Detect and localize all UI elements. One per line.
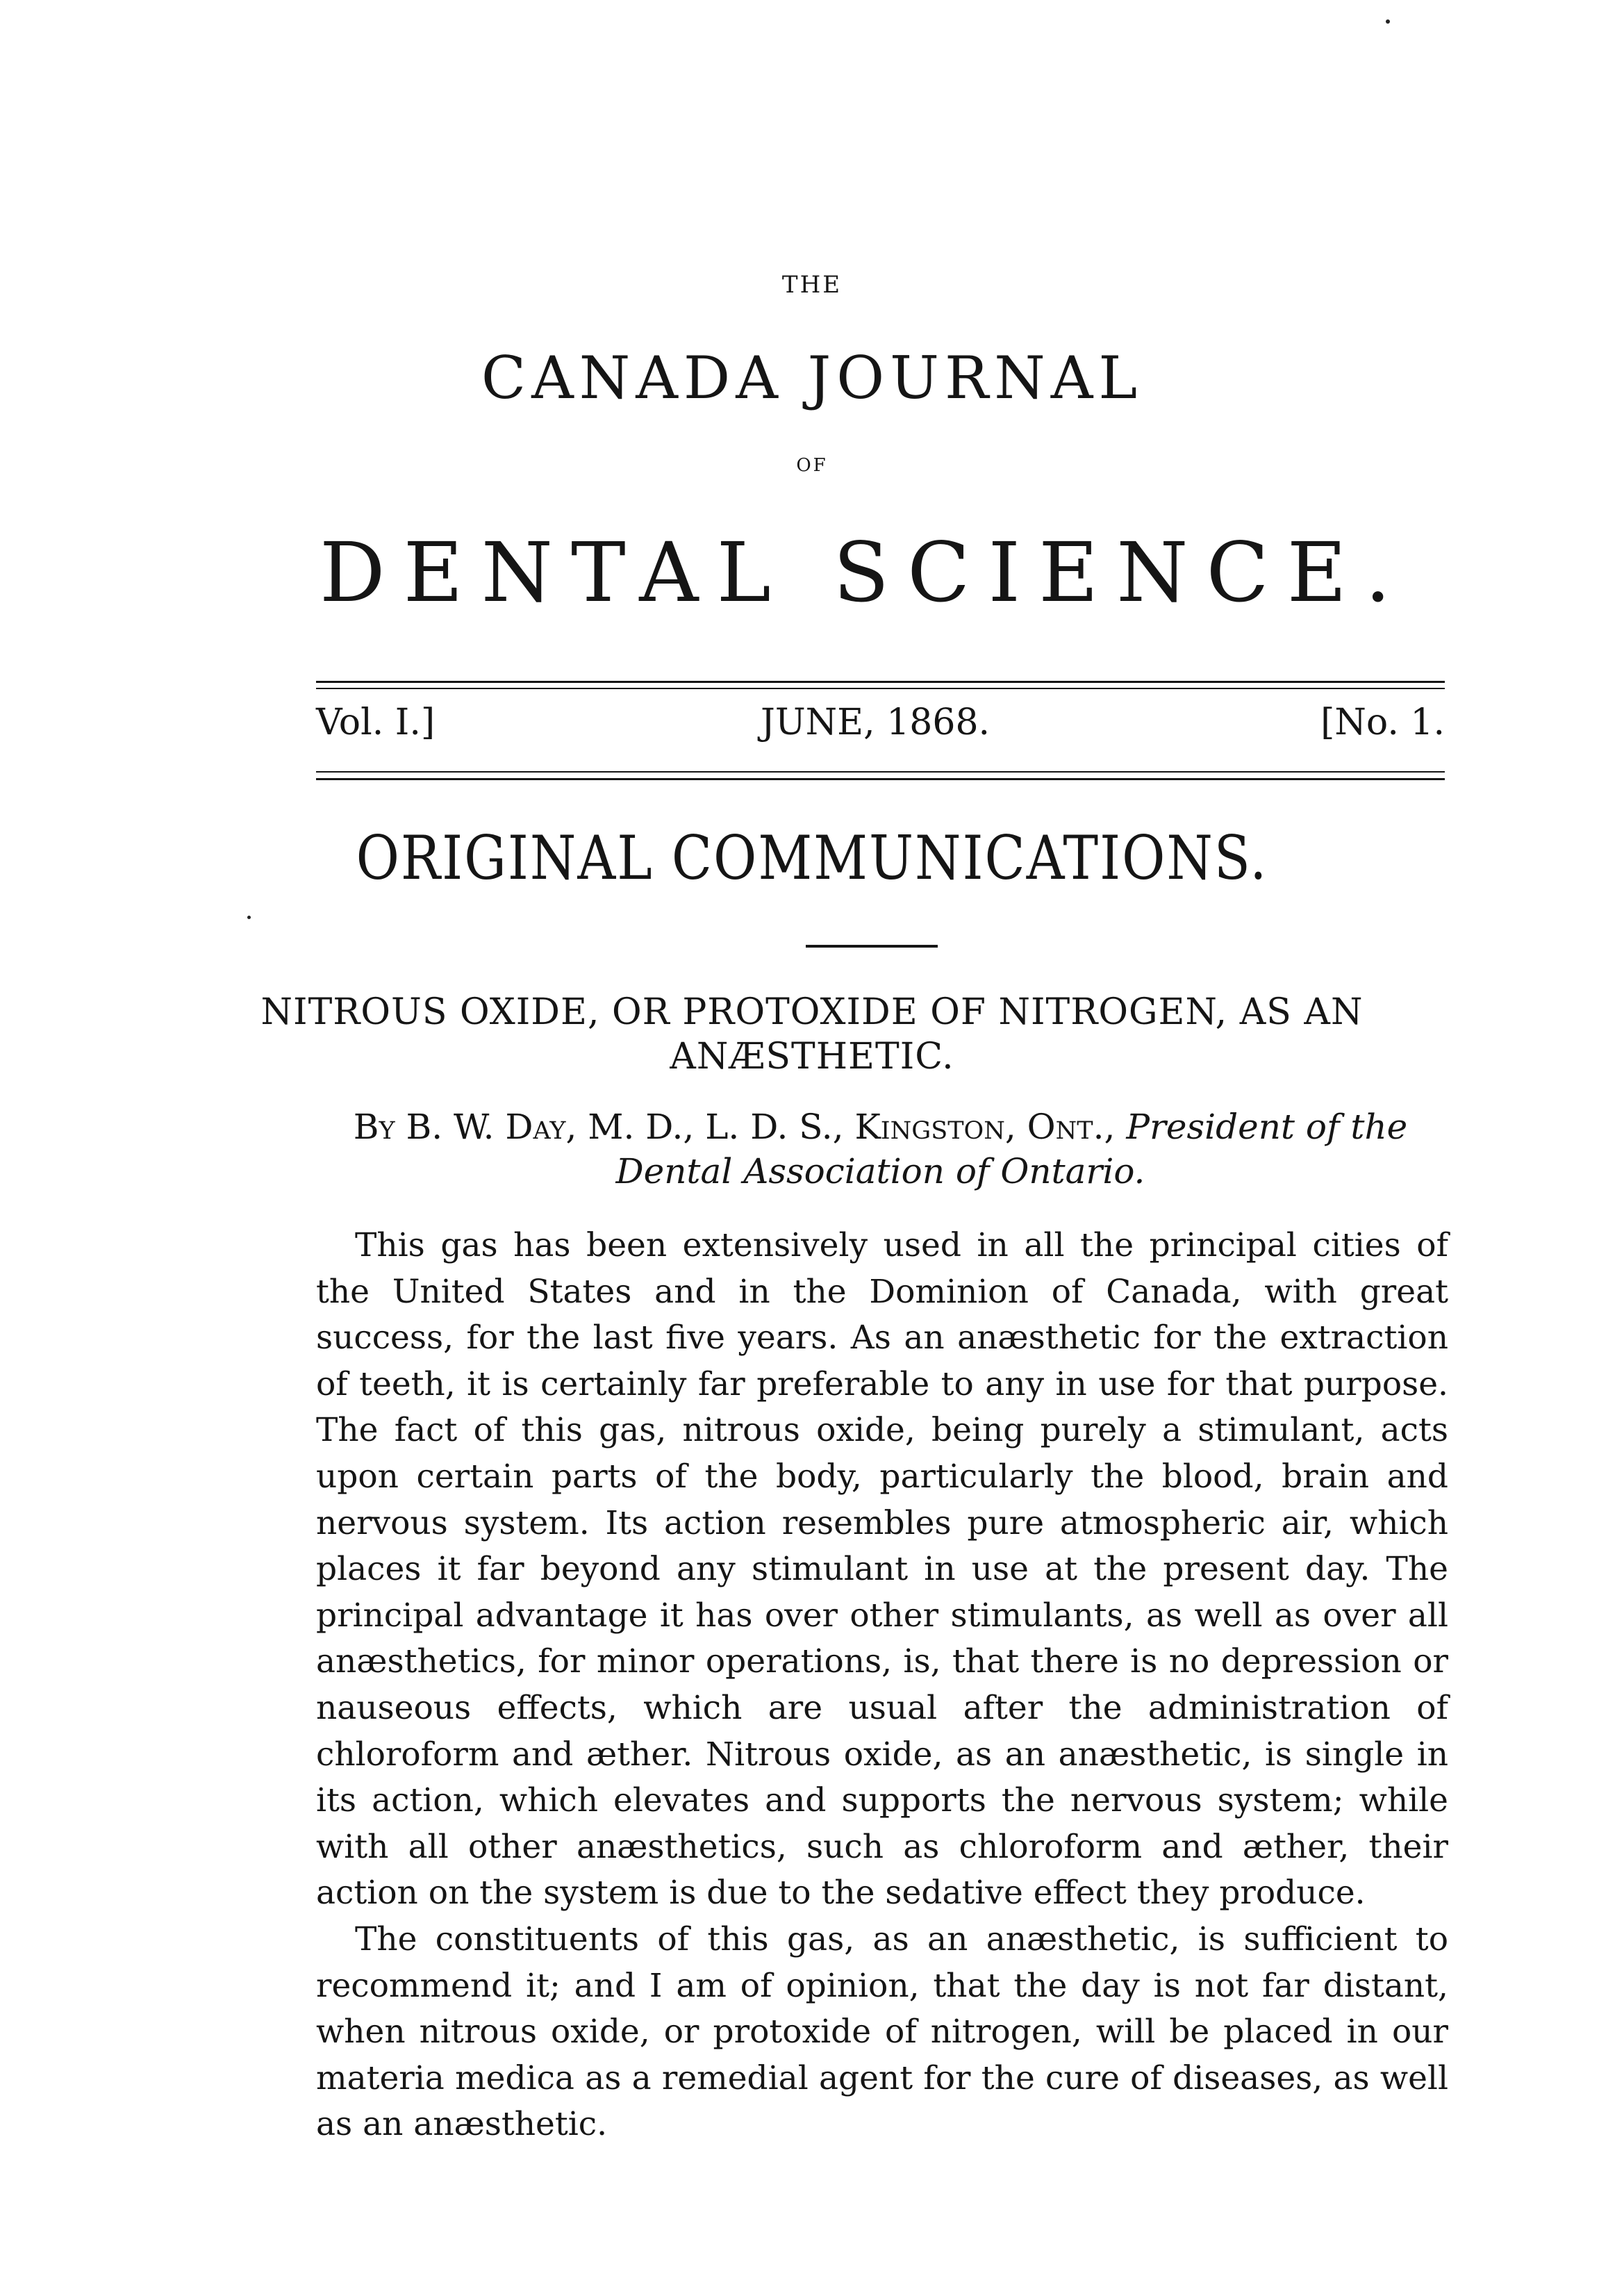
byline-role-2: Dental Association of Ontario. [615,1151,1145,1191]
volume-label: Vol. I.] [316,702,436,743]
scan-speck [247,916,251,919]
masthead-rule-bottom [316,778,1445,780]
masthead-rule-bottom-inner [316,771,1445,773]
journal-title-line2: DENTAL SCIENCE. [320,525,1409,620]
byline-role-1: President of the [1126,1107,1408,1147]
masthead-rule-top-inner [316,688,1445,689]
body-paragraph: The constituents of this gas, as an anæsthetic, is sufficient to recommend it; and I am of opinion, that the day is not far distant, when nitrous oxide, or protoxide of nitrogen, will be placed in our materia medica as a remedial agent for the cure of diseases, as well as an anæsthetic. [316,1920,1448,2144]
issue-info-row [316,702,1445,757]
scan-speck [1386,19,1390,24]
article-body [316,1223,1448,2148]
masthead-rule-top [316,681,1445,683]
article-title-line1: NITROUS OXIDE, OR PROTOXIDE OF NITROGEN, AS AN [260,991,1364,1033]
journal-title-line1: CANADA JOURNAL [481,344,1143,412]
issue-number: [No. 1. [1320,702,1445,743]
issue-date: JUNE, 1868. [761,702,991,743]
article-byline [316,1105,1445,1194]
masthead-the: THE [781,271,843,299]
masthead-of: OF [796,455,828,476]
article-title-line2: ANÆSTHETIC. [670,1036,954,1078]
body-paragraph: This gas has been extensively used in all the principal cities of the United States and in the Dominion of Canada, with great success, for the last five years. As an anæsthetic for the extraction of teeth, it is certainly far preferable to any in use for that purpose. The fact of this gas, nitrous oxide, being purely a stimulant, acts upon certain parts of the body, particularly the blood, brain and nervous system. Its action resembles pure atmospheric air, which places it far beyond any stimulant in use at the present day. The principal advantage it has over other stimulants, as well as over all anæsthetics, for minor operations, is, that there is no depression or nauseous effects, which are usual after the administration of chloroform and æther. Nitrous oxide, as an anæsthetic, is single in its action, which elevates and supports the nervous system; while with all other anæsthetics, such as chloroform and æther, their action on the system is due to the sedative effect they produce. [316,1226,1448,1913]
article-title [0,990,1624,1079]
section-heading: ORIGINAL COMMUNICATIONS. [356,822,1268,893]
byline-author: By B. W. Day, M. D., L. D. S., Kingston, Ont., [353,1107,1116,1147]
section-divider [806,945,938,948]
